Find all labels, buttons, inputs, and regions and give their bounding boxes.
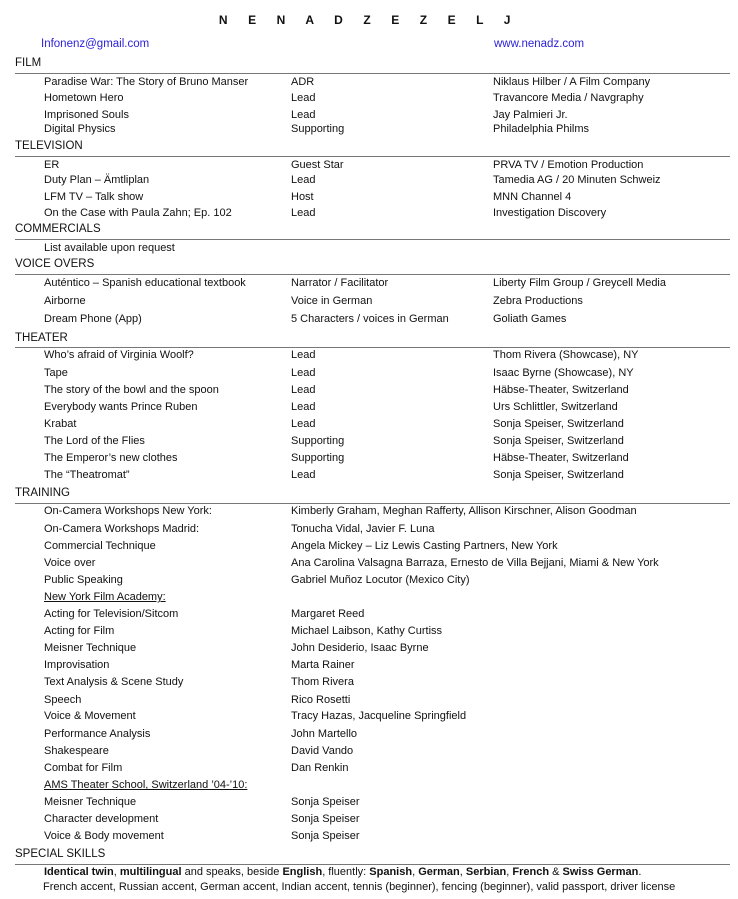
entry-title: Tape bbox=[44, 367, 68, 379]
skill-text: . bbox=[638, 866, 642, 878]
entry-company: Sonja Speiser, Switzerland bbox=[493, 418, 624, 430]
entry-title: Acting for Film bbox=[44, 625, 115, 637]
list-item bbox=[0, 433, 738, 450]
email-link[interactable]: Infonenz@gmail.com bbox=[41, 38, 150, 50]
entry-role: Rico Rosetti bbox=[291, 694, 351, 706]
list-item bbox=[0, 640, 738, 657]
entry-title: Paradise War: The Story of Bruno Manser bbox=[44, 76, 249, 88]
skill-text: , fluently: bbox=[322, 866, 370, 878]
section-heading-commercials: COMMERCIALS bbox=[15, 223, 101, 235]
entry-title: Acting for Television/Sitcom bbox=[44, 608, 179, 620]
skill-text: , bbox=[412, 866, 419, 878]
list-item bbox=[0, 538, 738, 555]
entry-title: Shakespeare bbox=[44, 745, 109, 757]
nyfa-subheading: New York Film Academy: bbox=[44, 591, 166, 603]
entry-role: Host bbox=[291, 191, 314, 203]
entry-role: Lead bbox=[291, 109, 316, 121]
entry-title: The Lord of the Flies bbox=[44, 435, 145, 447]
ams-subheading: AMS Theater School, Switzerland ’04-’10: bbox=[44, 779, 248, 791]
list-item bbox=[0, 760, 738, 777]
entry-company: Isaac Byrne (Showcase), NY bbox=[493, 367, 634, 379]
entry-role: Guest Star bbox=[291, 159, 344, 171]
entry-role: Gabriel Muñoz Locutor (Mexico City) bbox=[291, 574, 470, 586]
entry-company: Zebra Productions bbox=[493, 295, 583, 307]
entry-title: ER bbox=[44, 159, 60, 171]
skill-text: Serbian bbox=[465, 866, 507, 878]
skill-text: Swiss German bbox=[562, 866, 639, 878]
entry-title: On-Camera Workshops New York: bbox=[44, 505, 212, 517]
entry-company: Thom Rivera (Showcase), NY bbox=[493, 349, 639, 361]
entry-company: Investigation Discovery bbox=[493, 207, 607, 219]
entry-role: Margaret Reed bbox=[291, 608, 365, 620]
list-item bbox=[0, 606, 738, 623]
section-heading-film: FILM bbox=[15, 57, 42, 69]
skill-text: French bbox=[512, 866, 550, 878]
entry-role: Narrator / Facilitator bbox=[291, 277, 389, 289]
entry-role: Lead bbox=[291, 469, 316, 481]
entry-role: John Martello bbox=[291, 728, 358, 740]
list-item bbox=[0, 589, 738, 606]
list-item bbox=[0, 240, 738, 257]
entry-company: Tamedia AG / 20 Minuten Schweiz bbox=[493, 174, 661, 186]
entry-company: Philadelphia Philms bbox=[493, 123, 589, 135]
list-item bbox=[0, 311, 738, 328]
entry-title: Imprisoned Souls bbox=[44, 109, 129, 121]
entry-title: On-Camera Workshops Madrid: bbox=[44, 523, 200, 535]
entry-title: Everybody wants Prince Ruben bbox=[44, 401, 198, 413]
entry-title: Dream Phone (App) bbox=[44, 313, 142, 325]
entry-role: Lead bbox=[291, 367, 316, 379]
list-item bbox=[0, 572, 738, 589]
list-item bbox=[0, 90, 738, 107]
entry-role: Sonja Speiser bbox=[291, 796, 360, 808]
list-item bbox=[0, 205, 738, 222]
entry-company: Goliath Games bbox=[493, 313, 567, 325]
entry-company: Liberty Film Group / Greycell Media bbox=[493, 277, 666, 289]
skill-text: Spanish bbox=[369, 866, 413, 878]
list-item bbox=[0, 450, 738, 467]
entry-role: Angela Mickey – Liz Lewis Casting Partners, New York bbox=[291, 540, 558, 552]
entry-role: Supporting bbox=[291, 452, 345, 464]
entry-title: Hometown Hero bbox=[44, 92, 124, 104]
entry-title: The story of the bowl and the spoon bbox=[44, 384, 219, 396]
entry-role: Thom Rivera bbox=[291, 676, 354, 688]
entry-company: MNN Channel 4 bbox=[493, 191, 572, 203]
list-item bbox=[0, 794, 738, 811]
entry-title: Who’s afraid of Virginia Woolf? bbox=[44, 349, 194, 361]
entry-title: LFM TV – Talk show bbox=[44, 191, 144, 203]
section-heading-theater: THEATER bbox=[15, 332, 68, 344]
list-item bbox=[0, 467, 738, 484]
section-heading-skills: SPECIAL SKILLS bbox=[15, 848, 106, 860]
list-item bbox=[0, 811, 738, 828]
list-item bbox=[0, 777, 738, 794]
website-link[interactable]: www.nenadz.com bbox=[494, 38, 585, 50]
entry-role: Dan Renkin bbox=[291, 762, 349, 774]
list-item bbox=[0, 692, 738, 709]
entry-role: John Desiderio, Isaac Byrne bbox=[291, 642, 429, 654]
list-item bbox=[0, 172, 738, 189]
entry-title: Digital Physics bbox=[44, 123, 116, 135]
entry-title: Voice & Body movement bbox=[44, 830, 164, 842]
skills-line-1 bbox=[44, 866, 641, 878]
entry-role: David Vando bbox=[291, 745, 354, 757]
entry-company: Sonja Speiser, Switzerland bbox=[493, 469, 624, 481]
entry-title: Improvisation bbox=[44, 659, 110, 671]
entry-role: Lead bbox=[291, 207, 316, 219]
entry-company: Sonja Speiser, Switzerland bbox=[493, 435, 624, 447]
list-item bbox=[0, 293, 738, 310]
skill-text: multilingual bbox=[119, 866, 182, 878]
list-item bbox=[0, 726, 738, 743]
entry-company: Niklaus Hilber / A Film Company bbox=[493, 76, 651, 88]
entry-role: Sonja Speiser bbox=[291, 830, 360, 842]
entry-title: On the Case with Paula Zahn; Ep. 102 bbox=[44, 207, 232, 219]
entry-title: The “Theatromat” bbox=[44, 469, 130, 481]
entry-role: Ana Carolina Valsagna Barraza, Ernesto de Villa Bejjani, Miami & New York bbox=[291, 557, 659, 569]
entry-company: Urs Schlittler, Switzerland bbox=[493, 401, 618, 413]
entry-role: Lead bbox=[291, 349, 316, 361]
entry-role: Lead bbox=[291, 401, 316, 413]
entry-role: Voice in German bbox=[291, 295, 373, 307]
skill-text: , bbox=[459, 866, 466, 878]
entry-role: Kimberly Graham, Meghan Rafferty, Allison Kirschner, Alison Goodman bbox=[291, 505, 637, 517]
skill-text: & bbox=[549, 866, 563, 878]
entry-role: Supporting bbox=[291, 123, 345, 135]
entry-role: Michael Laibson, Kathy Curtiss bbox=[291, 625, 443, 637]
entry-title: Duty Plan – Ämtliplan bbox=[44, 174, 150, 186]
entry-company: Jay Palmieri Jr. bbox=[493, 109, 568, 121]
entry-company: PRVA TV / Emotion Production bbox=[493, 159, 644, 171]
list-item bbox=[0, 521, 738, 538]
entry-role: 5 Characters / voices in German bbox=[291, 313, 449, 325]
skill-text: German bbox=[418, 866, 460, 878]
skill-text: and speaks, beside bbox=[181, 866, 283, 878]
entry-company: Travancore Media / Navgraphy bbox=[493, 92, 644, 104]
list-item bbox=[0, 382, 738, 399]
entry-company: Häbse-Theater, Switzerland bbox=[493, 384, 629, 396]
list-item bbox=[0, 828, 738, 845]
entry-role: Lead bbox=[291, 174, 316, 186]
skill-text: , bbox=[113, 866, 120, 878]
entry-title: Voice & Movement bbox=[44, 710, 136, 722]
entry-title: Performance Analysis bbox=[44, 728, 151, 740]
list-item bbox=[0, 503, 738, 520]
entry-role: Tonucha Vidal, Javier F. Luna bbox=[291, 523, 435, 535]
list-item bbox=[0, 623, 738, 640]
list-item bbox=[0, 674, 738, 691]
entry-title: Speech bbox=[44, 694, 82, 706]
entry-role: Lead bbox=[291, 384, 316, 396]
list-item bbox=[0, 743, 738, 760]
divider bbox=[15, 864, 730, 865]
list-item bbox=[0, 555, 738, 572]
skill-text: English bbox=[282, 866, 323, 878]
list-item bbox=[0, 121, 738, 138]
section-heading-voiceovers: VOICE OVERS bbox=[15, 258, 95, 270]
list-item bbox=[0, 708, 738, 725]
entry-title: Airborne bbox=[44, 295, 86, 307]
entry-title: Auténtico – Spanish educational textbook bbox=[44, 277, 246, 289]
entry-role: Marta Rainer bbox=[291, 659, 355, 671]
entry-role: ADR bbox=[291, 76, 315, 88]
skill-text: , bbox=[506, 866, 513, 878]
entry-title: Character development bbox=[44, 813, 159, 825]
entry-title: Krabat bbox=[44, 418, 77, 430]
entry-title: Combat for Film bbox=[44, 762, 123, 774]
name-title: N E N A D Z E Z E L J bbox=[218, 13, 520, 27]
entry-title: Text Analysis & Scene Study bbox=[44, 676, 184, 688]
entry-role: Lead bbox=[291, 92, 316, 104]
list-item bbox=[0, 365, 738, 382]
entry-title: Meisner Technique bbox=[44, 642, 137, 654]
entry-role: Sonja Speiser bbox=[291, 813, 360, 825]
entry-role: Lead bbox=[291, 418, 316, 430]
entry-title: The Emperor’s new clothes bbox=[44, 452, 178, 464]
section-heading-television: TELEVISION bbox=[15, 140, 83, 152]
entry-title: Meisner Technique bbox=[44, 796, 137, 808]
entry-role: Tracy Hazas, Jacqueline Springfield bbox=[291, 710, 467, 722]
list-item bbox=[0, 399, 738, 416]
list-item bbox=[0, 347, 738, 364]
list-item bbox=[0, 657, 738, 674]
skills-line-2: French accent, Russian accent, German accent, Indian accent, tennis (beginner), fencing (beginner), valid passport, driver license bbox=[43, 881, 676, 893]
skill-text: Identical twin bbox=[44, 866, 114, 878]
list-item bbox=[0, 189, 738, 206]
entry-company: Häbse-Theater, Switzerland bbox=[493, 452, 629, 464]
list-item bbox=[0, 416, 738, 433]
entry-title: Public Speaking bbox=[44, 574, 123, 586]
list-item bbox=[0, 275, 738, 292]
entry-title: Voice over bbox=[44, 557, 96, 569]
commercials-note: List available upon request bbox=[44, 242, 175, 254]
list-item bbox=[0, 74, 738, 91]
entry-role: Supporting bbox=[291, 435, 345, 447]
section-heading-training: TRAINING bbox=[15, 487, 70, 499]
entry-title: Commercial Technique bbox=[44, 540, 156, 552]
